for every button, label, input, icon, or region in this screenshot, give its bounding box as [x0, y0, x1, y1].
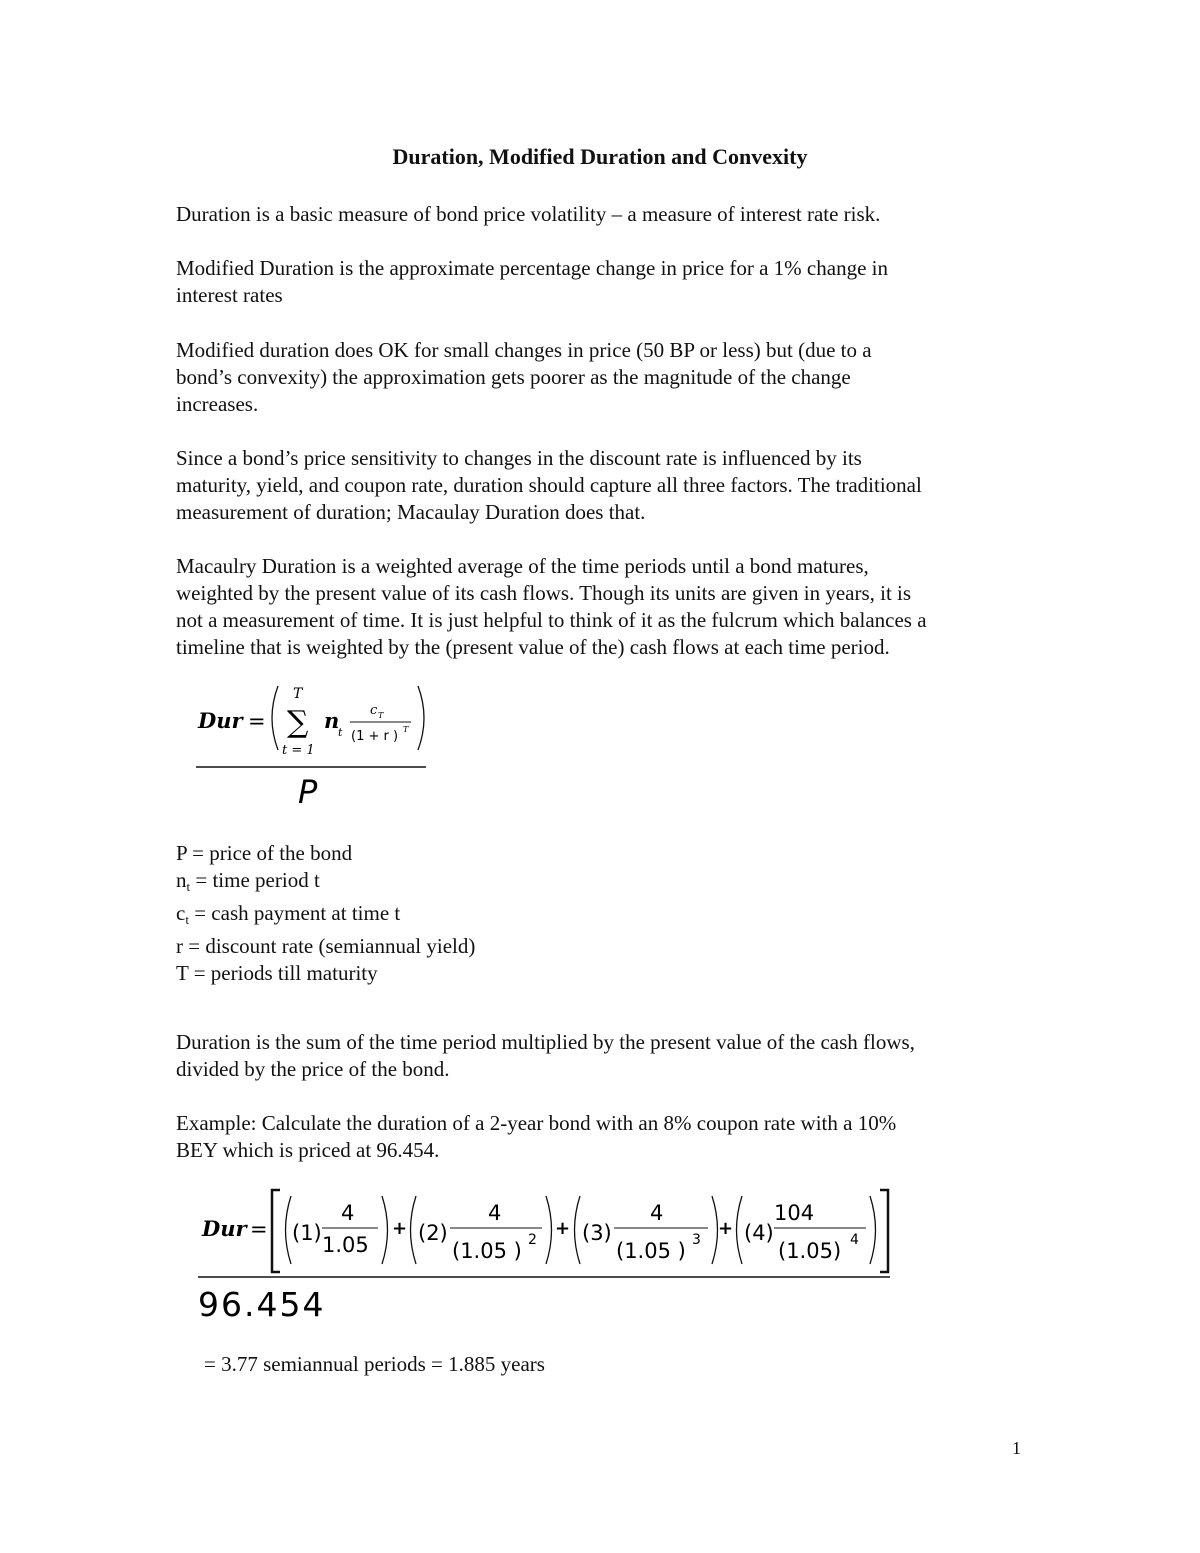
- inner-exponent: T: [403, 725, 409, 734]
- def-symbol: r: [176, 934, 183, 958]
- term4-right-paren: [870, 1196, 876, 1264]
- definition-P: [176, 840, 475, 867]
- definition-n: [176, 867, 475, 900]
- n-symbol: n: [324, 708, 340, 733]
- sum-lower-limit: t = 1: [282, 743, 315, 758]
- term1-period: (1): [292, 1221, 322, 1245]
- term3-numerator: 4: [650, 1201, 664, 1225]
- def-text: = discount rate (semiannual yield): [183, 934, 476, 958]
- term1-right-paren: [382, 1196, 388, 1264]
- term2-period: (2): [418, 1221, 448, 1245]
- def-text: = price of the bond: [186, 841, 353, 865]
- paragraph-duration-sum: [176, 1029, 1036, 1083]
- example-result: = 3.77 semiannual periods = 1.885 years: [204, 1352, 545, 1376]
- term4-denominator: (1.05): [778, 1239, 842, 1263]
- term1-left-paren: [286, 1196, 292, 1264]
- term2-exponent: 2: [528, 1232, 537, 1248]
- paragraph-modified-duration: [176, 255, 1036, 309]
- plus-sign: +: [718, 1218, 734, 1239]
- left-paren: [272, 686, 278, 750]
- term2-left-paren: [411, 1196, 417, 1264]
- def-symbol: c: [176, 901, 186, 925]
- term4-numerator: 104: [774, 1201, 815, 1225]
- paragraph-example: [176, 1110, 1036, 1164]
- term1-denominator: 1.05: [322, 1233, 369, 1257]
- paragraph-duration-definition: [176, 201, 1036, 228]
- text-line: Duration is a basic measure of bond price volatility – a measure of interest rate risk.: [176, 202, 881, 226]
- left-bracket: [272, 1190, 280, 1272]
- term3-period: (3): [582, 1221, 612, 1245]
- text-line: Macaulry Duration is a weighted average of the time periods until a bond matures,: [176, 554, 869, 578]
- example-duration-formula: [196, 1186, 896, 1326]
- def-symbol: P: [176, 841, 187, 865]
- term2-right-paren: [546, 1196, 552, 1264]
- document-title: Duration, Modified Duration and Convexity: [392, 144, 808, 169]
- price-denominator: P: [298, 773, 318, 811]
- formula-lhs-dur: Dur: [198, 708, 243, 733]
- plus-sign: +: [555, 1218, 571, 1239]
- text-line: Duration is the sum of the time period multiplied by the present value of the cash flows,: [176, 1030, 915, 1054]
- c-subscript: T: [378, 711, 384, 720]
- def-subscript: t: [185, 912, 189, 927]
- text-line: BEY which is priced at 96.454.: [176, 1138, 440, 1162]
- def-text: = periods till maturity: [188, 961, 378, 985]
- variable-definitions: [176, 840, 475, 987]
- price-denominator: 96.454: [198, 1285, 326, 1324]
- plus-sign: +: [392, 1218, 408, 1239]
- inner-denominator: (1 + r ): [351, 729, 399, 744]
- paragraph-macaulay-duration: [176, 553, 1036, 661]
- paragraph-price-sensitivity: [176, 445, 1036, 526]
- term1-numerator: 4: [341, 1201, 355, 1225]
- term3-denominator: (1.05 ): [616, 1239, 686, 1263]
- def-subscript: t: [186, 879, 191, 894]
- formula-lhs-dur: Dur: [202, 1216, 247, 1241]
- definition-c: [176, 900, 475, 933]
- text-line: divided by the price of the bond.: [176, 1057, 450, 1081]
- definition-T: [176, 960, 475, 987]
- text-line: Since a bond’s price sensitivity to changes in the discount rate is influenced by its: [176, 446, 862, 470]
- text-line: measurement of duration; Macaulay Duration does that.: [176, 500, 646, 524]
- def-symbol: n: [176, 868, 187, 892]
- text-line: Example: Calculate the duration of a 2-year bond with an 8% coupon rate with a 10%: [176, 1111, 897, 1135]
- macaulay-duration-formula: [190, 676, 440, 816]
- term2-denominator: (1.05 ): [452, 1239, 522, 1263]
- def-symbol: T: [176, 961, 189, 985]
- sum-upper-limit: T: [293, 686, 303, 702]
- text-line: timeline that is weighted by the (present value of the) cash flows at each time period.: [176, 635, 890, 659]
- text-line: bond’s convexity) the approximation gets poorer as the magnitude of the change: [176, 365, 851, 389]
- term3-exponent: 3: [692, 1232, 701, 1248]
- term2-numerator: 4: [488, 1201, 502, 1225]
- term3-right-paren: [712, 1196, 718, 1264]
- def-text: = time period t: [190, 868, 320, 892]
- def-text: = cash payment at time t: [188, 901, 401, 925]
- text-line: weighted by the present value of its cash flows. Though its units are given in years, it is: [176, 581, 912, 605]
- formula-equals: =: [250, 1217, 268, 1241]
- text-line: Modified duration does OK for small changes in price (50 BP or less) but (due to a: [176, 338, 872, 362]
- text-line: not a measurement of time. It is just helpful to think of it as the fulcrum which balances a: [176, 608, 927, 632]
- term4-left-paren: [737, 1196, 743, 1264]
- text-line: interest rates: [176, 283, 283, 307]
- text-line: Modified Duration is the approximate percentage change in price for a 1% change in: [176, 256, 888, 280]
- term3-left-paren: [575, 1196, 581, 1264]
- paragraph-modified-duration-limits: [176, 337, 1036, 418]
- c-symbol: c: [370, 703, 378, 718]
- right-paren: [418, 686, 424, 750]
- text-line: maturity, yield, and coupon rate, duration should capture all three factors. The traditional: [176, 473, 922, 497]
- n-subscript: t: [338, 726, 343, 739]
- right-bracket: [880, 1190, 888, 1272]
- sum-sigma: ∑: [287, 705, 309, 740]
- term4-exponent: 4: [850, 1232, 859, 1248]
- text-line: increases.: [176, 392, 259, 416]
- term4-period: (4): [744, 1221, 774, 1245]
- page-number: 1: [1012, 1438, 1021, 1458]
- definition-r: [176, 933, 475, 960]
- formula-equals: =: [248, 709, 266, 733]
